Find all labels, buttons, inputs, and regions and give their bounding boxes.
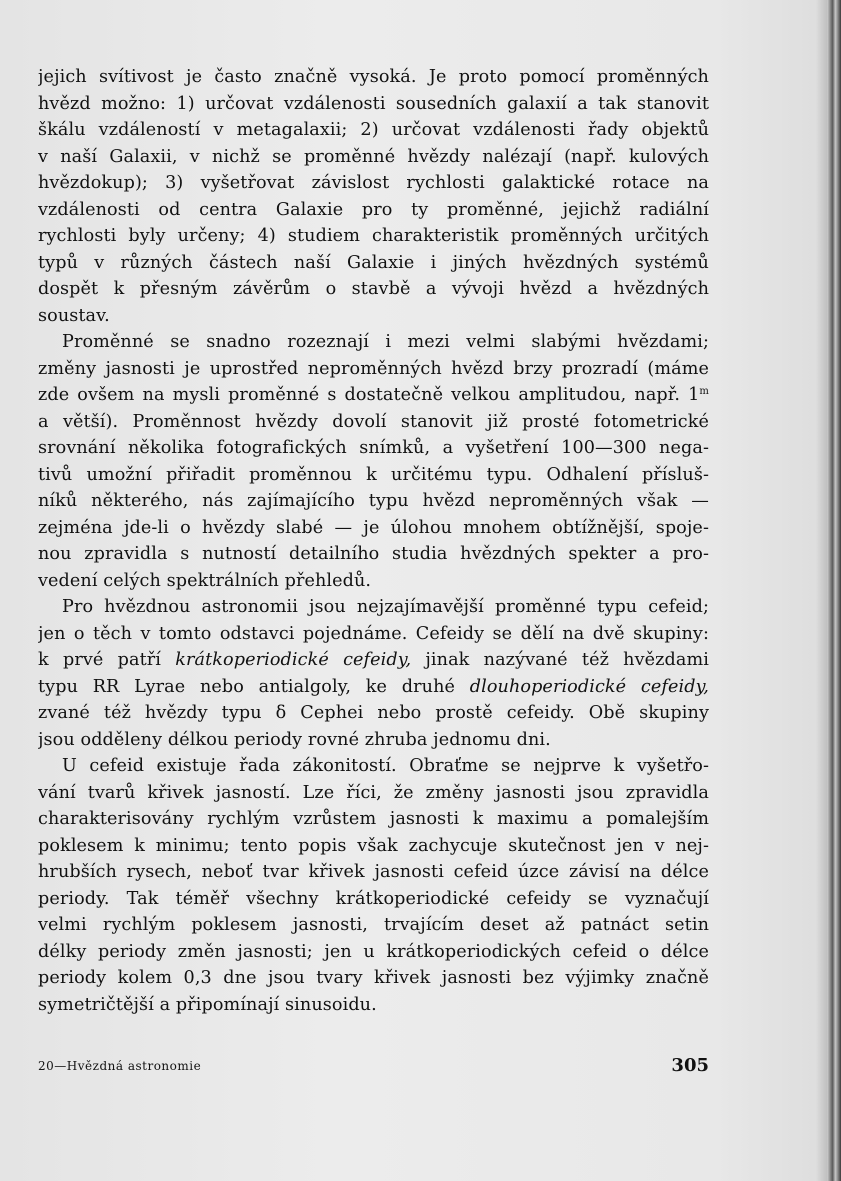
text-line: charakterisovány rychlým vzrůstem jasnosti k maximu a pomalejším — [38, 809, 709, 829]
text-line: jsou odděleny délkou periody rovné zhruba jednomu dni. — [38, 729, 551, 750]
text-line: velmi rychlým poklesem jasnosti, trvajícím deset až patnáct setin — [38, 915, 709, 935]
signature-mark: 20—Hvězdná astronomie — [38, 1059, 202, 1073]
text-line: v naší Galaxii, v nichž se proměnné hvězdy nalézají (např. kulových — [38, 146, 709, 167]
text-line: jen o těch v tomto odstavci pojednáme. Cefeidy se dělí na dvě skupiny: — [38, 623, 709, 644]
text-line: rychlosti byly určeny; 4) studiem charakteristik proměnných určitých — [38, 226, 709, 246]
text-line: škálu vzdáleností v metagalaxii; 2) určovat vzdálenosti řady objektů — [38, 120, 709, 140]
text-line: Pro hvězdnou astronomii jsou nejzajímavější proměnné typu cefeid; — [62, 597, 709, 617]
text-line: periody kolem 0,3 dne jsou tvary křivek jasnosti bez výjimky značně — [38, 968, 709, 988]
text-line: poklesem k minimu; tento popis však zachycuje skutečnost jen v nej- — [38, 835, 709, 856]
text-line: U cefeid existuje řada zákonitostí. Obraťme se nejprve k vyšetřo- — [62, 756, 709, 776]
text-line: hvězd možno: 1) určovat vzdálenosti sousedních galaxií a tak stanovit — [38, 93, 709, 114]
text-segment: jinak nazývané též hvězdami — [411, 650, 709, 670]
italic-term: dlouhoperiodické cefeidy, — [469, 676, 709, 697]
text-line: soustav. — [38, 305, 110, 326]
text-line — [38, 647, 709, 674]
text-line: zejména jde-li o hvězdy slabé — je úlohou mnohem obtížnější, spoje- — [38, 517, 709, 538]
text-segment: k prvé patří — [38, 650, 176, 670]
text-line: zvané též hvězdy typu δ Cephei nebo prostě cefeidy. Obě skupiny — [38, 703, 709, 723]
magnitude-superscript: m — [699, 386, 709, 397]
text-line: vání tvarů křivek jasností. Lze říci, že změny jasnosti jsou zpravidla — [38, 782, 709, 803]
text-line: symetričtější a připomínají sinusoidu. — [38, 994, 377, 1015]
page-body-text — [38, 64, 709, 1018]
italic-term: krátkoperiodické cefeidy, — [175, 650, 412, 670]
text-line: hvězdokup); 3) vyšetřovat závislost rychlosti galaktické rotace na — [38, 173, 709, 193]
text-line: jejich svítivost je často značně vysoká. Je proto pomocí proměnných — [38, 67, 709, 87]
text-line: hrubších rysech, neboť tvar křivek jasnosti cefeid úzce závisí na délce — [38, 862, 709, 882]
text-line: a větší). Proměnnost hvězdy dovolí stanovit již prosté fotometrické — [38, 411, 709, 432]
page-footer — [38, 1055, 709, 1079]
text-line: dospět k přesným závěrům o stavbě a vývoji hvězd a hvězdných — [38, 279, 709, 299]
text-line: změny jasnosti je uprostřed neproměnných hvězd brzy prozradí (máme — [38, 358, 709, 379]
text-line: délky periody změn jasnosti; jen u krátkoperiodických cefeid o délce — [38, 941, 709, 962]
text-line: nou zpravidla s nutností detailního studia hvězdných spekter a pro- — [38, 544, 709, 564]
text-line: vzdálenosti od centra Galaxie pro ty proměnné, jejichž radiální — [38, 199, 709, 220]
text-segment: typu RR Lyrae nebo antialgoly, ke druhé — [38, 676, 470, 697]
text-line: níků některého, nás zajímajícího typu hvězd neproměnných však — — [38, 491, 709, 511]
text-line: srovnání několika fotografických snímků, a vyšetření 100—300 nega- — [38, 438, 709, 458]
text-line: Proměnné se snadno rozeznají i mezi velmi slabými hvězdami; — [62, 332, 709, 352]
text-line: typů v různých částech naší Galaxie i jiných hvězdných systémů — [38, 252, 709, 273]
text-line: periody. Tak téměř všechny krátkoperiodické cefeidy se vyznačují — [38, 888, 709, 909]
text-line — [38, 674, 709, 701]
book-spine-shadow — [827, 0, 841, 1181]
text-line: vedení celých spektrálních přehledů. — [38, 570, 372, 591]
page-number: 305 — [671, 1055, 709, 1076]
text-line: tivů umožní přiřadit proměnnou k určitému typu. Odhalení přísluš- — [38, 464, 709, 485]
text-line — [38, 382, 709, 409]
text-segment: zde ovšem na mysli proměnné s dostatečně velkou amplitudou, např. 1 — [38, 385, 700, 405]
